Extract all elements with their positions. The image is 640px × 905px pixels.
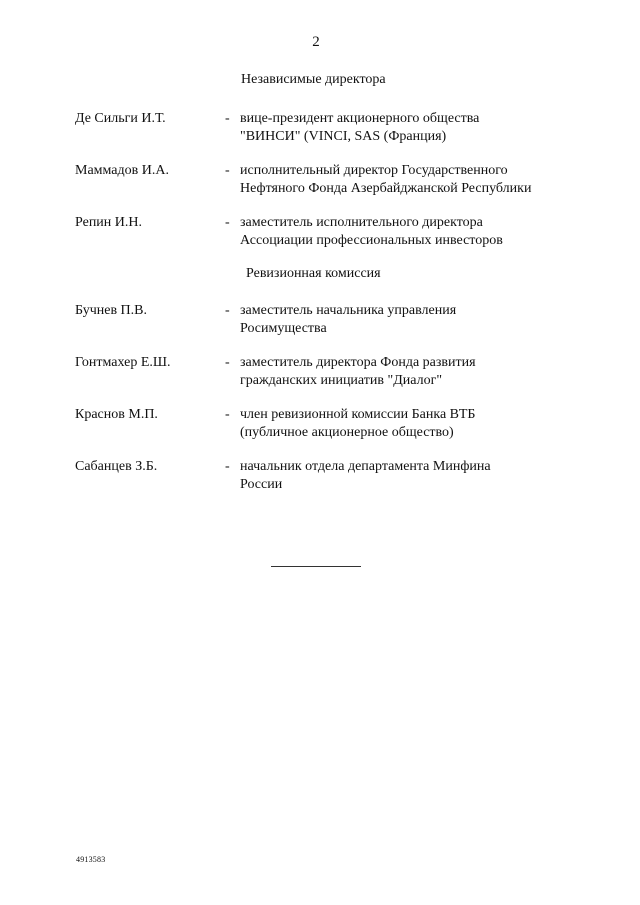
document-code: 4913583 — [76, 855, 106, 864]
member-position-line: (публичное акционерное общество) — [240, 425, 454, 440]
member-name: Де Сильги И.Т. — [75, 111, 166, 126]
section-heading-audit-commission: Ревизионная комиссия — [246, 266, 381, 281]
member-name: Краснов М.П. — [75, 407, 158, 422]
member-position — [240, 354, 580, 390]
page-number: 2 — [312, 34, 320, 50]
member-position-line: заместитель директора Фонда развития — [240, 355, 476, 370]
dash-separator: - — [225, 303, 230, 318]
member-name: Репин И.Н. — [75, 215, 143, 230]
dash-separator: - — [225, 355, 230, 370]
member-name: Сабанцев З.Б. — [75, 459, 158, 474]
member-position-line: Ассоциации профессиональных инвесторов — [240, 233, 503, 248]
member-position-line: заместитель исполнительного директора — [240, 215, 483, 230]
dash-separator: - — [225, 215, 230, 230]
member-position-line: исполнительный директор Государственного — [240, 163, 508, 178]
section-heading-independent-directors: Независимые директора — [241, 72, 386, 87]
member-position-line: заместитель начальника управления — [240, 303, 457, 318]
member-position — [240, 302, 580, 338]
member-position — [240, 162, 580, 198]
dash-separator: - — [225, 407, 230, 422]
dash-separator: - — [225, 163, 230, 178]
member-position-line: Росимущества — [240, 321, 327, 336]
dash-separator: - — [225, 111, 230, 126]
member-name: Бучнев П.В. — [75, 303, 147, 318]
member-position — [240, 458, 580, 494]
member-position-line: член ревизионной комиссии Банка ВТБ — [240, 407, 476, 422]
dash-separator: - — [225, 459, 230, 474]
member-position-line: гражданских инициатив "Диалог" — [240, 373, 443, 388]
member-position-line: России — [240, 477, 283, 492]
member-position-line: начальник отдела департамента Минфина — [240, 459, 491, 474]
member-name: Маммадов И.А. — [75, 163, 169, 178]
member-position-line: "ВИНСИ" (VINCI, SAS (Франция) — [240, 129, 447, 144]
member-name: Гонтмахер Е.Ш. — [75, 355, 171, 370]
member-position — [240, 406, 580, 442]
member-position-line: Нефтяного Фонда Азербайджанской Республики — [240, 181, 532, 196]
member-position — [240, 214, 580, 250]
end-of-list-divider — [271, 566, 361, 567]
member-position — [240, 110, 580, 146]
member-position-line: вице-президент акционерного общества — [240, 111, 480, 126]
